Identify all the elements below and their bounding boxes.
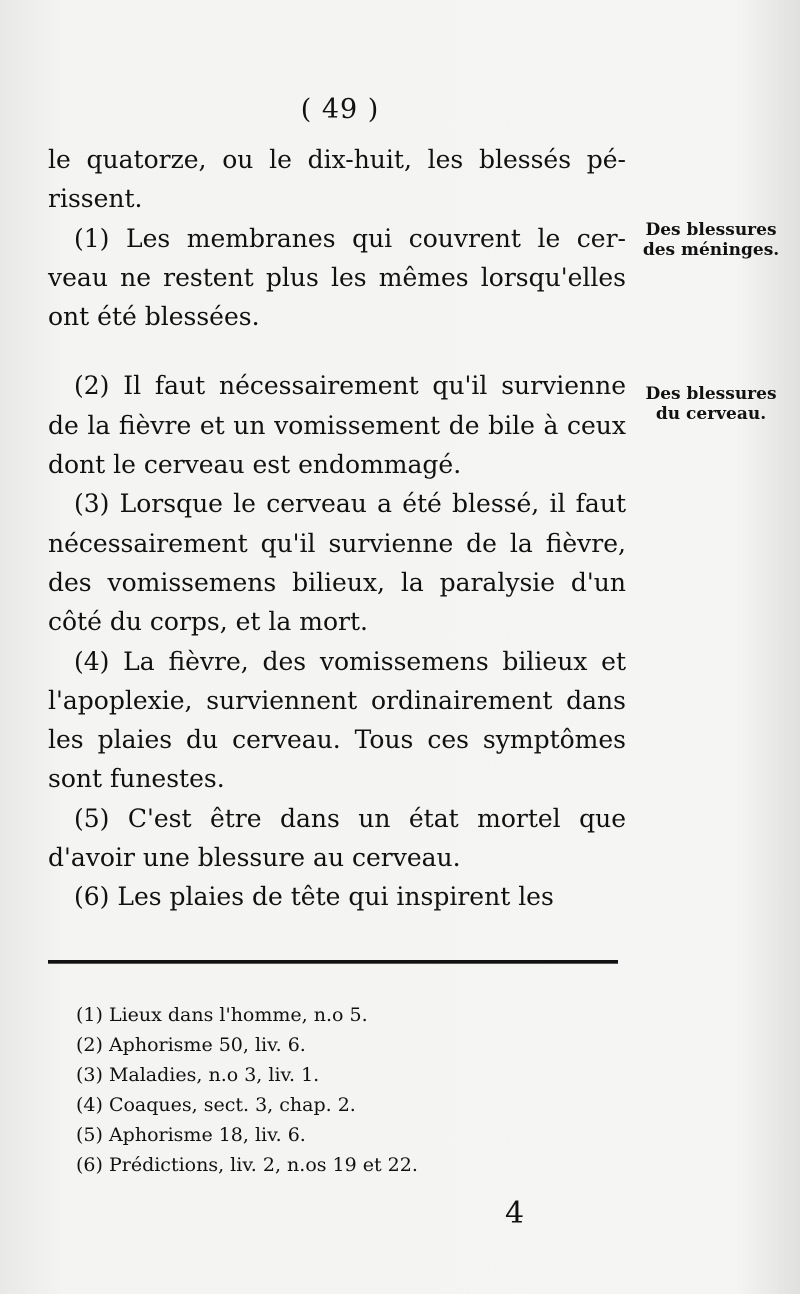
paragraph-6: (6) Les plaies de tête qui inspirent les <box>74 882 554 912</box>
page-header: ( 49 ) <box>300 94 380 125</box>
paragraph-3: (3) Lorsque le cerveau a été blessé, il faut nécessairement qu'il survienne de la fièvre, des vomissemens bilieux, la paralysie d'un côté du corps, et la mort. <box>48 489 626 637</box>
margin-note-meninges: Des blessures des méninges. <box>642 220 780 260</box>
signature-mark: 4 <box>505 1196 525 1231</box>
footnote-6: (6) Prédictions, liv. 2, n.os 19 et 22. <box>76 1154 418 1176</box>
footnotes <box>76 1000 616 1180</box>
footnote-4: (4) Coaques, sect. 3, chap. 2. <box>76 1094 356 1116</box>
paragraph-2: (2) Il faut nécessairement qu'il survienne de la fièvre et un vomissement de bile à ceux dont le cerveau est endommagé. <box>48 371 626 480</box>
paragraph-1: (1) Les membranes qui couvrent le cer-veau ne restent plus les mêmes lorsqu'elles ont été blessées. <box>48 223 626 332</box>
footnote-2: (2) Aphorisme 50, liv. 6. <box>76 1034 306 1056</box>
footnote-3: (3) Maladies, n.o 3, liv. 1. <box>76 1064 320 1086</box>
footnote-1: (1) Lieux dans l'homme, n.o 5. <box>76 1004 368 1026</box>
paragraph-5: (5) C'est être dans un état mortel que d'avoir une blessure au cerveau. <box>48 803 626 873</box>
main-text <box>48 140 626 917</box>
margin-note-cerveau: Des blessures du cerveau. <box>645 384 777 424</box>
paragraph-continuation: le quatorze, ou le dix-huit, les blessés pé-rissent. <box>48 145 626 214</box>
footnote-5: (5) Aphorisme 18, liv. 6. <box>76 1124 306 1146</box>
paragraph-4: (4) La fièvre, des vomissemens bilieux et l'apoplexie, surviennent ordinairement dans les plaies du cerveau. Tous ces symptômes sont funestes. <box>48 646 626 794</box>
footnote-divider <box>48 960 618 964</box>
